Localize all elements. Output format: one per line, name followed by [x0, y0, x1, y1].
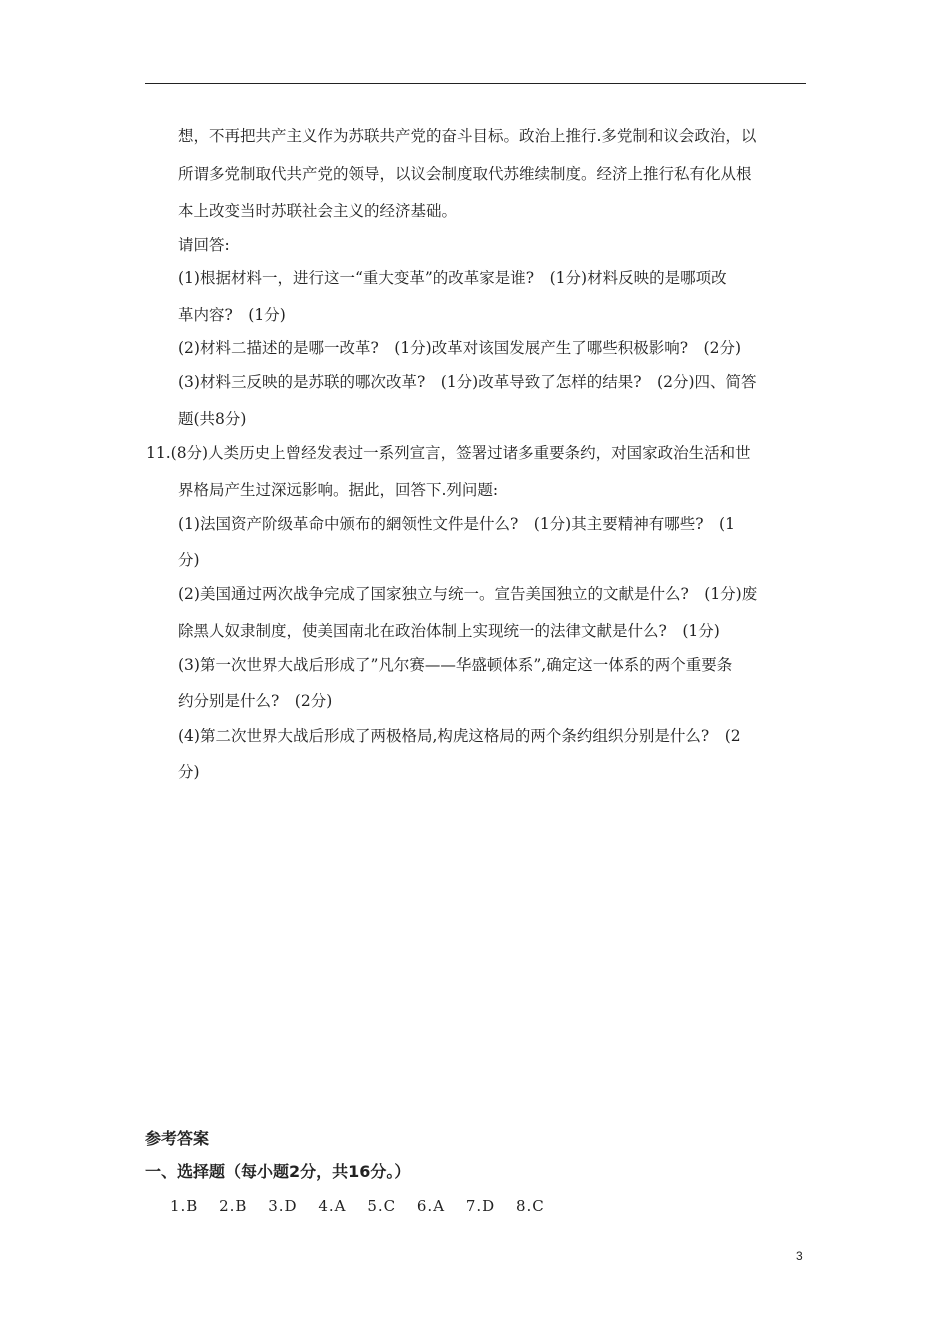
answer-item: 8.C — [515, 1197, 545, 1215]
answer-item: 1.B — [170, 1197, 199, 1215]
material-three-line-1: 想，不再把共产主义作为苏联共产党的奋斗目标。政治上推行.多党制和议会政治，以 — [178, 127, 757, 145]
answer-item: 3.D — [268, 1197, 298, 1215]
answer-item: 2.B — [219, 1197, 248, 1215]
q11-part-3-line-1: (3)第一次世界大战后形成了”凡尔赛——华盛顿体系”,确定这一体系的两个重要条 — [178, 656, 733, 674]
answer-item: 6.A — [416, 1197, 446, 1215]
header-rule — [145, 83, 806, 84]
q11-stem-line-2: 界格局产生过深远影响。据此，回答下.列问题: — [178, 481, 499, 499]
answer-key-title: 参考答案 — [145, 1129, 210, 1148]
page-number: 3 — [796, 1249, 803, 1263]
q10-part-1-line-1: (1)根据材料一，进行这一“重大变革”的改革家是谁? (1分)材料反映的是哪项改 — [178, 269, 727, 287]
q11-stem-line-1: 11.(8分)人类历史上曾经发表过一系列宣言，签署过诸多重要条约，对国家政治生活和世 — [146, 444, 751, 462]
q11-part-3-line-2: 约分别是什么? (2分) — [178, 692, 333, 710]
answer-item: 5.C — [367, 1197, 397, 1215]
answer-item: 7.D — [465, 1197, 496, 1215]
q11-part-2-line-2: 除黑人奴隶制度，使美国南北在政治体制上实现统一的法律文献是什么? (1分) — [178, 622, 720, 640]
q10-prompt: 请回答: — [178, 236, 230, 254]
answer-list — [170, 1196, 561, 1216]
q10-part-1-line-2: 革内容? (1分) — [178, 306, 286, 324]
material-three-line-2: 所谓多党制取代共产党的领导，以议会制度取代苏维续制度。经济上推行私有化从根 — [178, 165, 752, 183]
q11-part-4-line-2: 分) — [178, 763, 200, 781]
q11-part-2-line-1: (2)美国通过两次战争完成了国家独立与统一。宣告美国独立的文献是什么? (1分)废 — [178, 585, 758, 603]
material-three-line-3: 本上改变当时苏联社会主义的经济基础。 — [178, 202, 458, 220]
answer-item: 4.A — [318, 1197, 347, 1215]
q10-part-2: (2)材料二描述的是哪一改革? (1分)改革对该国发展产生了哪些积极影响? (2分) — [178, 339, 741, 357]
q11-part-1-line-1: (1)法国资产阶级革命中颁布的網领性文件是什么? (1分)其主要精神有哪些? (1 — [178, 515, 735, 533]
q10-part-3-line-2: 题(共8分) — [178, 410, 247, 428]
answer-section-one-heading: 一、选择题（每小题2分，共16分。） — [145, 1162, 411, 1181]
q11-part-1-line-2: 分) — [178, 551, 200, 569]
q11-part-4-line-1: (4)第二次世界大战后形成了两极格局,构虎这格局的两个条约组织分别是什么? (2 — [178, 727, 741, 745]
q10-part-3-line-1: (3)材料三反映的是苏联的哪次改革? (1分)改革导致了怎样的结果? (2分)四、简答 — [178, 373, 757, 391]
